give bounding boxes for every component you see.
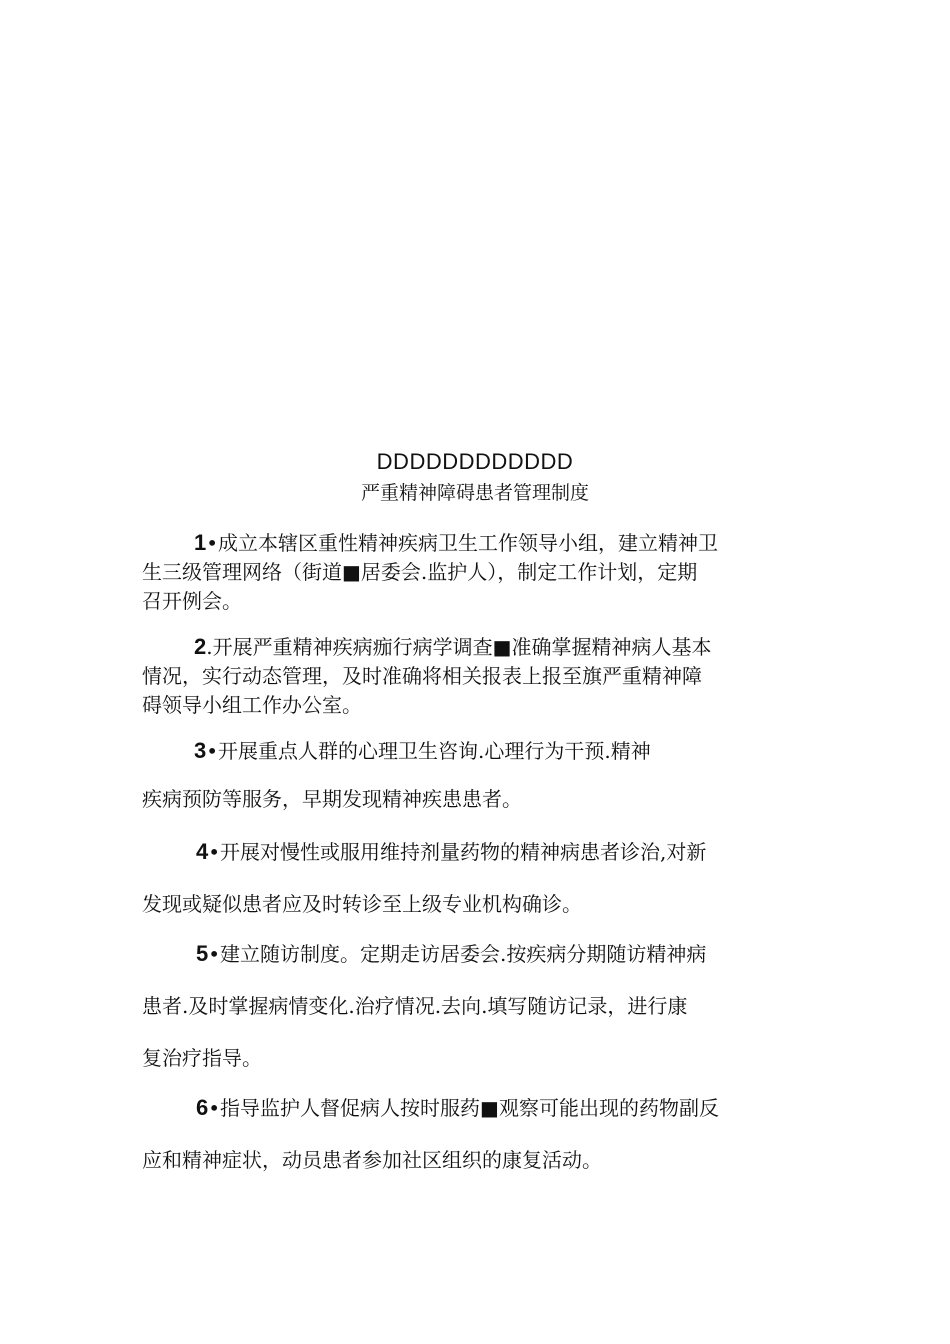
item-5-line-1: 5•建立随访制度。定期走访居委会.按疾病分期随访精神病 — [196, 941, 707, 966]
item-2-line-3: 碍领导小组工作办公室。 — [142, 693, 362, 717]
header-code: DDDDDDDDDDDD — [376, 449, 574, 474]
item-2-line-2: 情况，实行动态管理，及时准确将相关报表上报至旗严重精神障 — [142, 664, 702, 688]
item-3-number: 3 — [194, 738, 207, 763]
item-6-line-1: 6•指导监护人督促病人按时服药■观察可能出现的药物副反 — [196, 1095, 719, 1120]
document-title: 严重精神障碍患者管理制度 — [360, 482, 589, 504]
item-5-line-3: 复治疗指导。 — [142, 1046, 262, 1070]
item-6-line-2: 应和精神症状，动员患者参加社区组织的康复活动。 — [142, 1148, 602, 1172]
item-1-line-2: 生三级管理网络（街道■居委会.监护人），制定工作计划，定期 — [142, 560, 698, 584]
list-item-1 — [142, 528, 812, 616]
item-1-number: 1 — [194, 530, 207, 555]
list-item-5 — [142, 928, 812, 1084]
item-3-line-2: 疾病预防等服务，早期发现精神疾患患者。 — [142, 787, 522, 811]
item-5-line-2: 患者.及时掌握病情变化.治疗情况.去向.填写随访记录，进行康 — [142, 994, 688, 1018]
item-5-number: 5 — [196, 941, 209, 966]
item-6-number: 6 — [196, 1095, 209, 1120]
item-4-number: 4 — [196, 839, 209, 864]
list-item-6 — [142, 1082, 812, 1186]
item-2-line-1: 2.开展严重精神疾病痂行病学调查■准确掌握精神病人基本 — [194, 634, 712, 659]
item-4-line-2: 发现或疑似患者应及时转诊至上级专业机构确诊。 — [142, 892, 582, 916]
list-item-2 — [142, 632, 812, 720]
item-1-line-3: 召开例会。 — [142, 589, 242, 613]
list-item-3 — [142, 736, 812, 814]
item-4-line-1: 4•开展对慢性或服用维持剂量药物的精神病患者诊治,对新 — [196, 839, 707, 864]
item-3-line-1: 3•开展重点人群的心理卫生咨询.心理行为干预.精神 — [194, 738, 651, 763]
list-item-4 — [142, 826, 812, 930]
item-2-number: 2 — [194, 634, 207, 659]
item-1-line-1: 1•成立本辖区重性精神疾病卫生工作领导小组，建立精神卫 — [194, 530, 719, 555]
